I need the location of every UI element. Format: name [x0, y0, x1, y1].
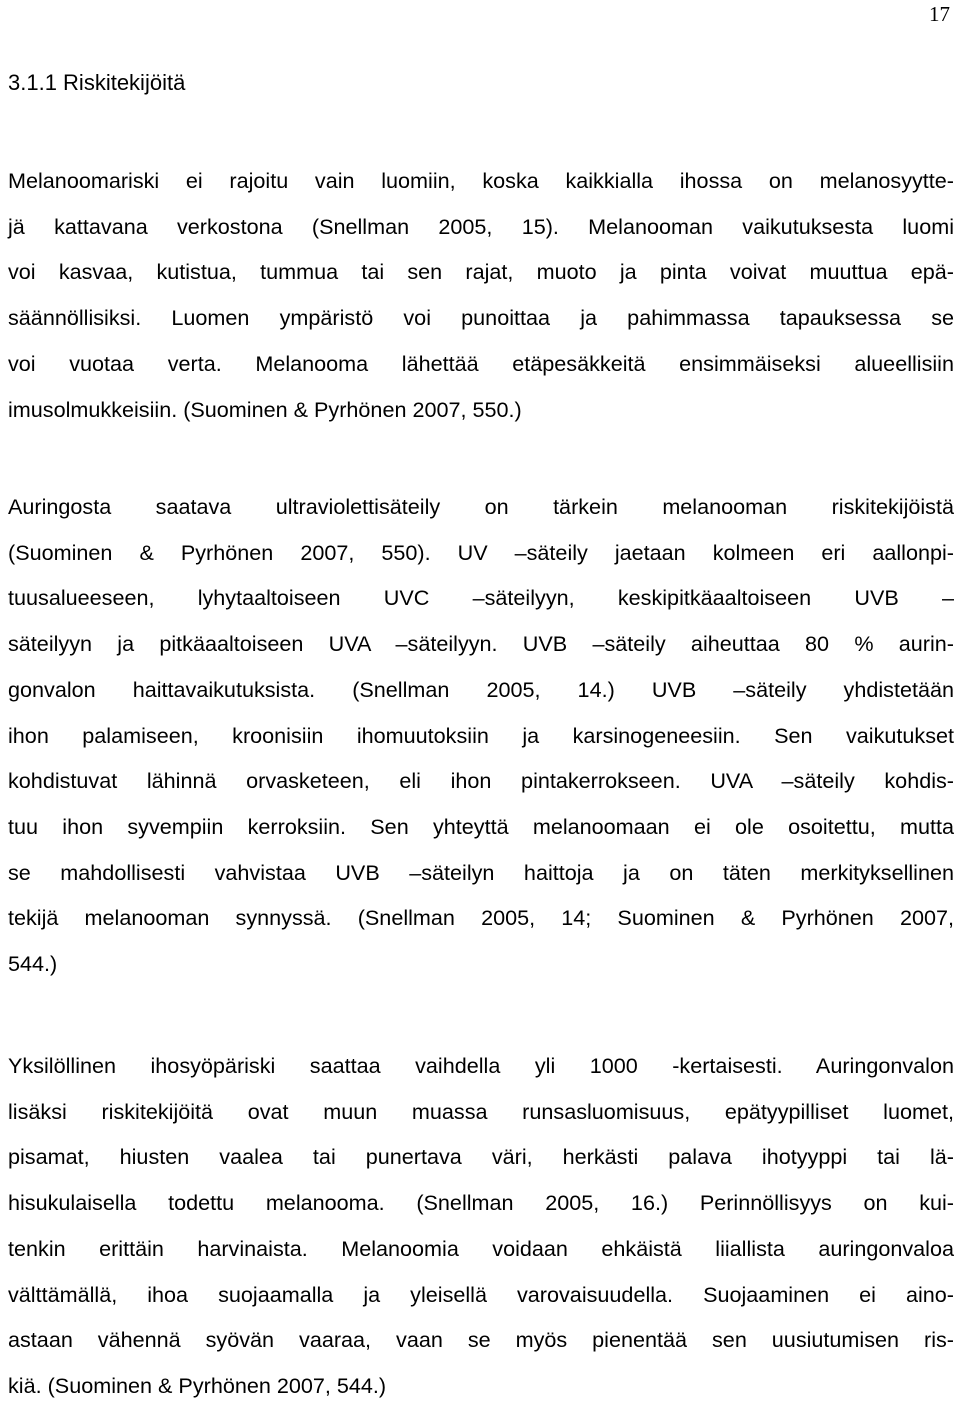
- section-heading: 3.1.1 Riskitekijöitä: [8, 70, 186, 95]
- text-line: kohdistuvat lähinnä orvasketeen, eli ihon pintakerrokseen. UVA –säteily kohdis-: [8, 768, 954, 794]
- text-line: (Suominen & Pyrhönen 2007, 550). UV –säteily jaetaan kolmeen eri aallonpi-: [8, 539, 954, 565]
- text-line: voi kasvaa, kutistua, tummua tai sen rajat, muoto ja pinta voivat muuttua epä-: [8, 259, 954, 285]
- text-line: tuusalueeseen, lyhytaaltoiseen UVC –säteilyyn, keskipitkäaaltoiseen UVB –: [8, 585, 954, 611]
- text-line: hisukulaisella todettu melanooma. (Snellman 2005, 16.) Perinnöllisyys on kui-: [8, 1190, 954, 1216]
- text-line: lisäksi riskitekijöitä ovat muun muassa runsasluomisuus, epätyypilliset luomet,: [8, 1098, 954, 1124]
- text-line: tuu ihon syvempiin kerroksiin. Sen yhteyttä melanoomaan ei ole osoitettu, mutta: [8, 813, 954, 839]
- text-line: 544.): [8, 951, 58, 977]
- paragraph: [8, 158, 954, 432]
- text-line: Melanoomariski ei rajoitu vain luomiin, koska kaikkialla ihossa on melanosyytte-: [8, 168, 954, 193]
- text-line: tekijä melanooman synnyssä. (Snellman 2005, 14; Suominen & Pyrhönen 2007,: [8, 905, 954, 931]
- text-line: pisamat, hiusten vaalea tai punertava väri, herkästi palava ihotyyppi tai lä-: [8, 1144, 954, 1170]
- text-line: ihon palamiseen, kroonisiin ihomuutoksiin ja karsinogeneesiin. Sen vaikutukset: [8, 722, 954, 748]
- text-line: se mahdollisesti vahvistaa UVB –säteilyn haittoja ja on täten merkityksellinen: [8, 859, 954, 885]
- text-line: kiä. (Suominen & Pyrhönen 2007, 544.): [8, 1372, 387, 1398]
- paragraph: [8, 1043, 954, 1409]
- text-line: välttämällä, ihoa suojaamalla ja yleisellä varovaisuudella. Suojaaminen ei aino-: [8, 1281, 954, 1307]
- text-line: Yksilöllinen ihosyöpäriski saattaa vaihdella yli 1000 -kertaisesti. Auringonvalon: [8, 1053, 954, 1078]
- text-line: astaan vähennä syövän vaaraa, vaan se myös pienentää sen uusiutumisen ris-: [8, 1327, 954, 1353]
- text-line: gonvalon haittavaikutuksista. (Snellman 2005, 14.) UVB –säteily yhdistetään: [8, 676, 954, 702]
- page-number: 17: [929, 2, 950, 26]
- text-line: jä kattavana verkostona (Snellman 2005, 15). Melanooman vaikutuksesta luomi: [8, 213, 954, 239]
- text-line: Auringosta saatava ultraviolettisäteily on tärkein melanooman riskitekijöistä: [8, 494, 954, 519]
- text-line: säteilyyn ja pitkäaaltoiseen UVA –säteilyyn. UVB –säteily aiheuttaa 80 % aurin-: [8, 631, 954, 657]
- text-line: imusolmukkeisiin. (Suominen & Pyrhönen 2007, 550.): [8, 396, 522, 422]
- text-line: säännöllisiksi. Luomen ympäristö voi punoittaa ja pahimmassa tapauksessa se: [8, 305, 954, 331]
- paragraph: [8, 484, 954, 987]
- text-line: voi vuotaa verta. Melanooma lähettää etäpesäkkeitä ensimmäiseksi alueellisiin: [8, 350, 954, 376]
- text-line: tenkin erittäin harvinaista. Melanoomia voidaan ehkäistä liiallista auringonvaloa: [8, 1235, 954, 1261]
